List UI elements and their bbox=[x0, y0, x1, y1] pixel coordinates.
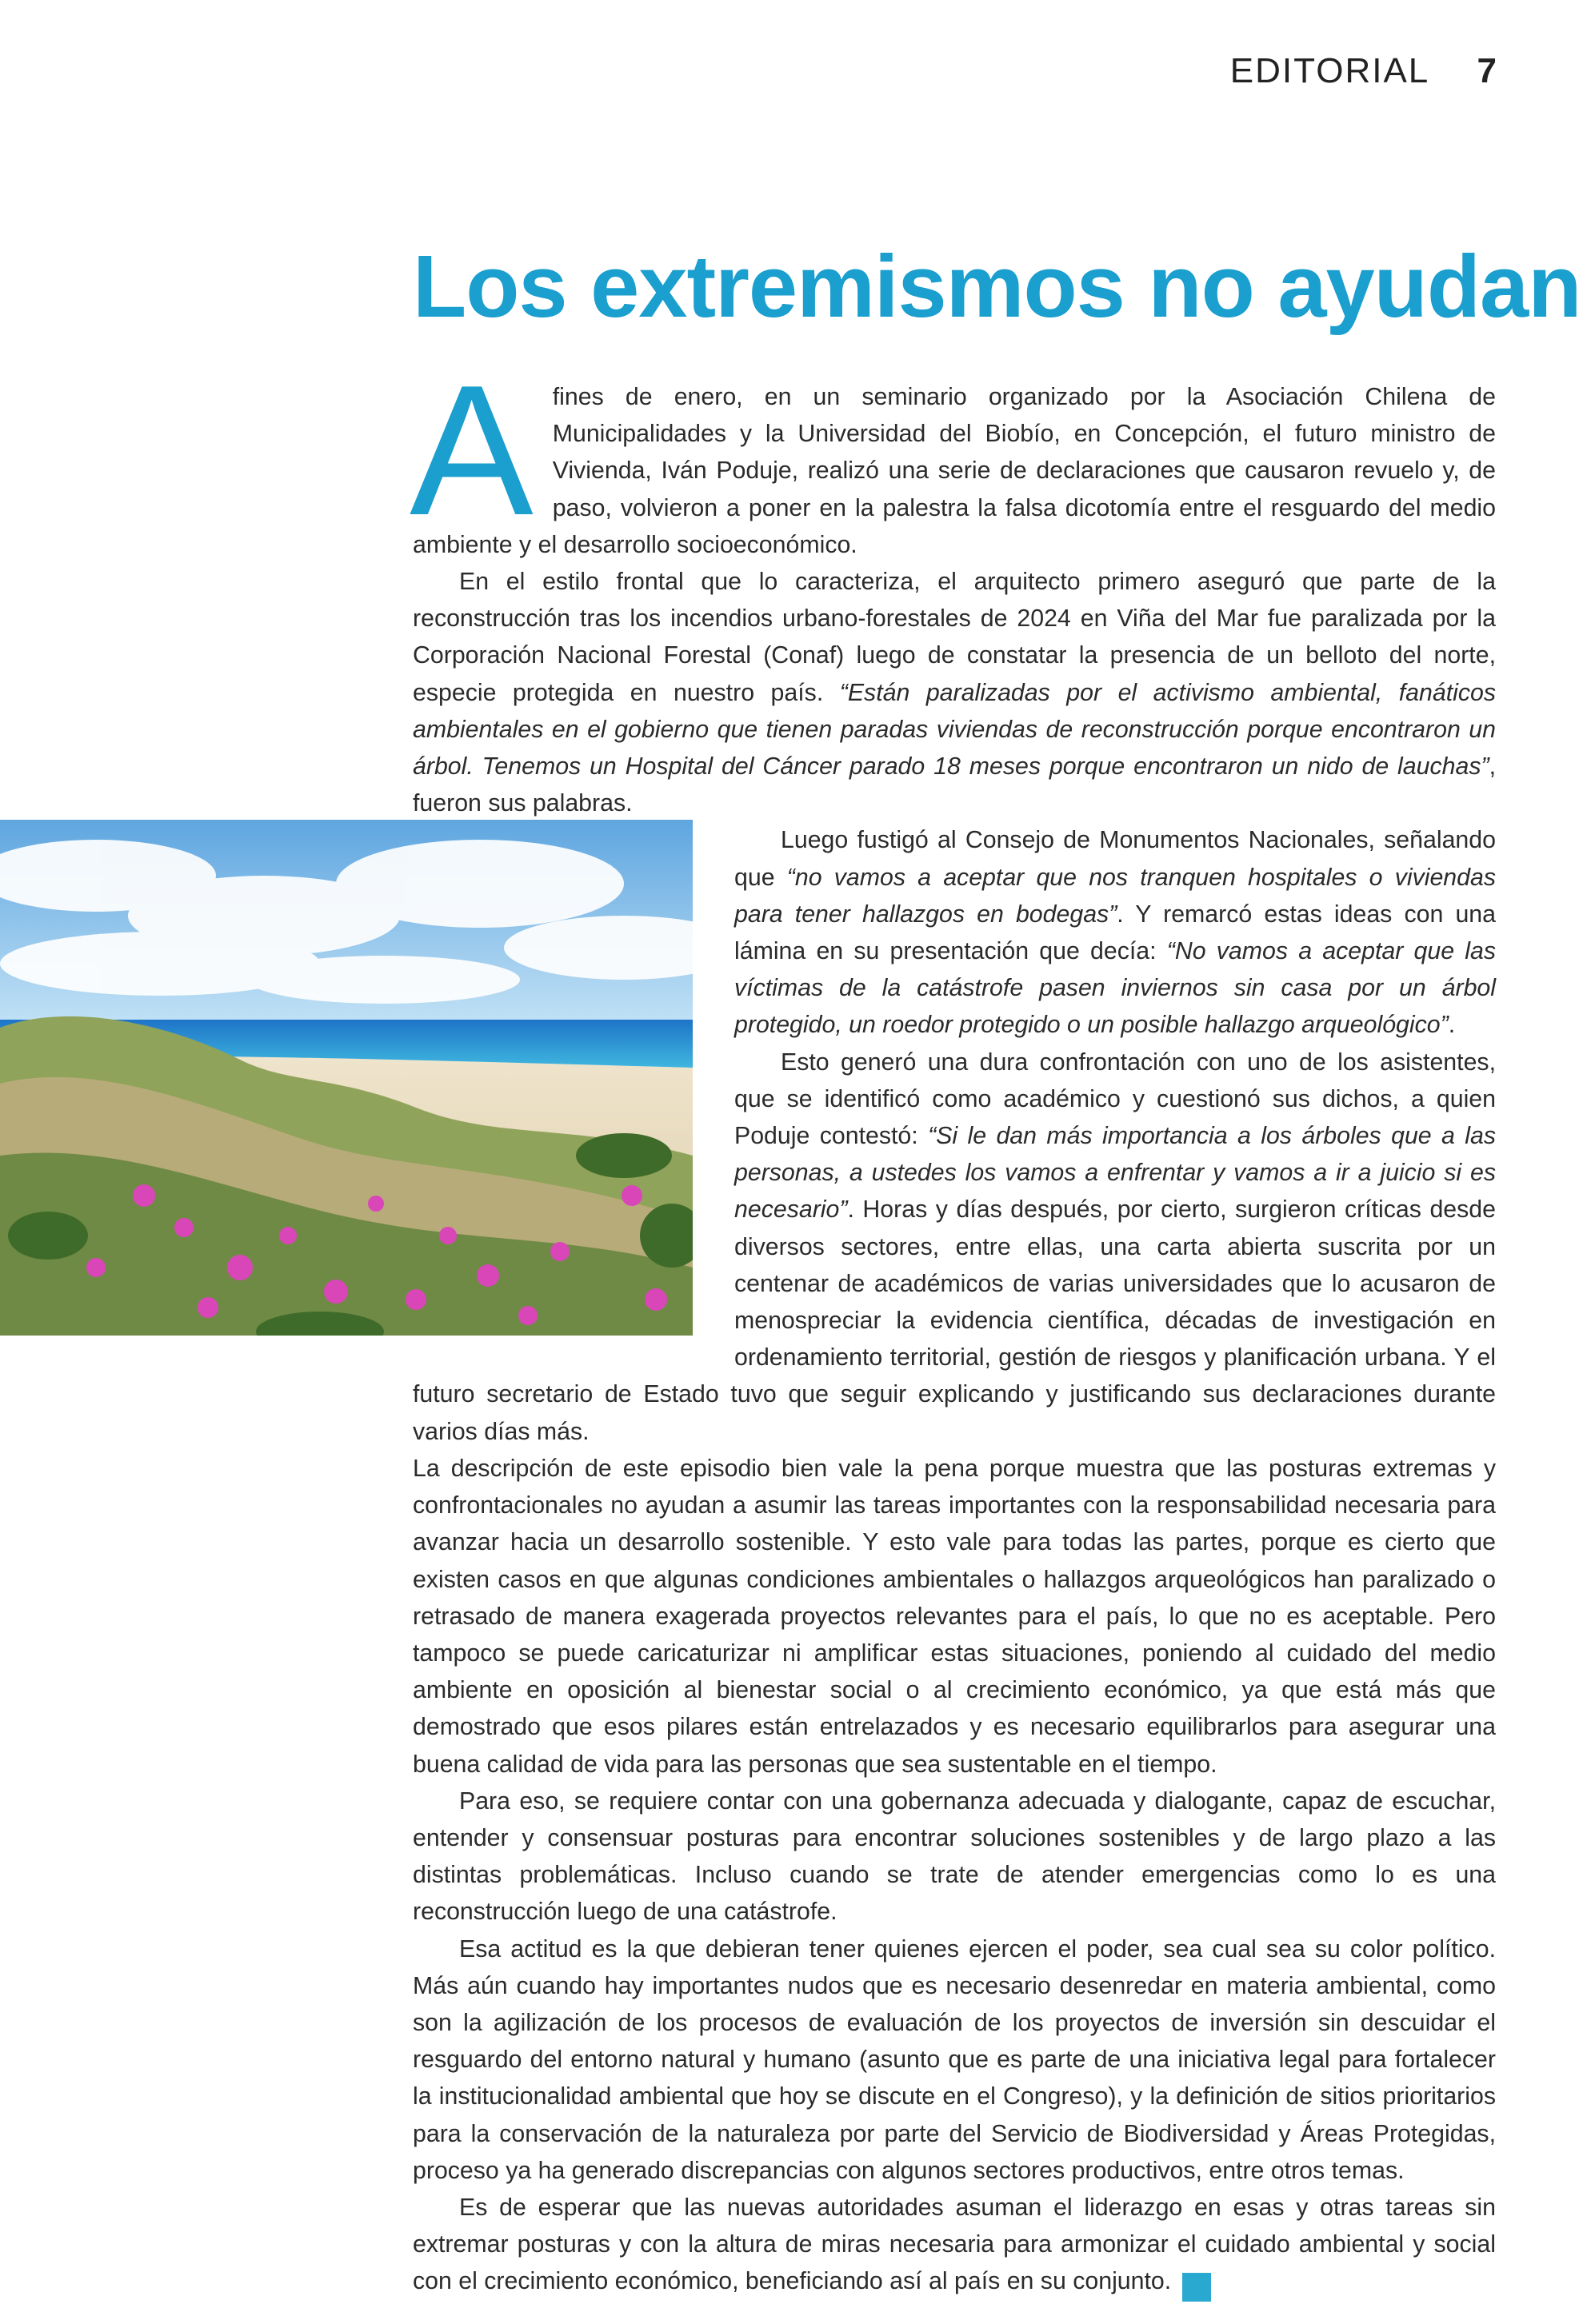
quote: “No vamos a aceptar que las víctimas de la catástrofe pasen inviernos sin casa por un árbol protegido, un roedor protegido o un posible hallazgo arqueológico” bbox=[734, 938, 1497, 1039]
paragraph-5: La descripción de este episodio bien vale la pena porque muestra que las posturas extremas y confrontacionales no ayudan a asumir las tareas importantes con la responsabilidad necesaria para avanzar hacia un desarrollo sostenible. Y esto vale para todas las partes, porque es cierto que existen casos en que algunas condiciones ambientales o hallazgos arqueológicos han paralizado o retrasado de manera exagerada proyectos relevantes para el país, lo que no es aceptable. Pero tampoco se puede caricaturizar ni amplificar estas situaciones, poniendo al cuidado del medio ambiente en oposición al bienestar social o al crecimiento económico, ya que está más que demostrado que esos pilares están entrelazados y es necesario equilibrarlos para asegurar una buena calidad de vida para las personas que sea sustentable en el tiempo. bbox=[413, 1455, 1496, 1778]
paragraph-1: Afines de enero, en un seminario organizado por la Asociación Chilena de Municipalidades y la Universidad del Biobío, en Concepción, el futuro ministro de Vivienda, Iván Poduje, realizó una serie de declaraciones que causaron revuelo y, de paso, volvieron a poner en la palestra la falsa dicotomía entre el resguardo del medio ambiente y el desarrollo socioeconómico. bbox=[410, 347, 1496, 558]
page-header bbox=[1230, 51, 1497, 91]
section-label: EDITORIAL bbox=[1229, 51, 1430, 90]
paragraph-7: Esa actitud es la que debieran tener quienes ejercen el poder, sea cual sea su color político. Más aún cuando hay importantes nudos que es necesario desenredar en materia ambiental, como son la agilización de los procesos de evaluación de los proyectos de inversión sin descuidar el resguardo del entorno natural y humano (asunto que es parte de una iniciativa legal para fortalecer la institucionalidad ambiental que hoy se discute en el Congreso), y la definición de sitios prioritarios para la conservación de la naturaleza por parte del Servicio de Biodiversidad y Áreas Protegidas, proceso ya ha generado discrepancias con algunos sectores productivos, entre otros temas. bbox=[413, 1935, 1496, 2184]
paragraph-3: Luego fustigó al Consejo de Monumentos Nacionales, señalando que “no vamos a aceptar que nos tranquen hospitales o viviendas para tener hallazgos en bodegas”. Y remarcó estas ideas con una lámina en su presentación que decía: “No vamos a aceptar que las víctimas de la catástrofe pasen inviernos sin casa por un árbol protegido, un roedor protegido o un posible hallazgo arqueológico”. bbox=[734, 827, 1497, 1039]
article-title: Los extremismos no ayudan bbox=[413, 238, 1581, 336]
photo-wrap-spacer bbox=[413, 822, 734, 1342]
article-body bbox=[410, 347, 1497, 2302]
drop-cap: A bbox=[410, 347, 534, 554]
quote: “Si le dan más importancia a los árboles que a las personas, a ustedes los vamos a enfrentar y vamos a ir a juicio si es necesario” bbox=[734, 1123, 1496, 1224]
end-mark-logo-icon: IA bbox=[1182, 2273, 1211, 2302]
paragraph-2: En el estilo frontal que lo caracteriza, el arquitecto primero aseguró que parte de la reconstrucción tras los incendios urbano-forestales de 2024 en Viña del Mar fue paralizada por la Corporación Nacional Forestal (Conaf) luego de constatar la presencia de un belloto del norte, especie protegida en nuestro país. “Están paralizadas por el activismo ambiental, fanáticos ambientales en el gobierno que tienen paradas viviendas de reconstrucción porque encontraron un árbol. Tenemos un Hospital del Cáncer parado 18 meses porque encontraron un nido de lauchas”, fueron sus palabras. bbox=[413, 569, 1496, 817]
paragraph-8: Es de esperar que las nuevas autoridades asuman el liderazgo en esas y otras tareas sin extremar posturas y con la altura de miras necesaria para armonizar el cuidado ambiental y social con el crecimiento económico, beneficiando así al país en su conjunto. IA bbox=[413, 2190, 1496, 2302]
paragraph-4: Esto generó una dura confrontación con uno de los asistentes, que se identificó como académico y cuestionó sus dichos, a quien Poduje contestó: “Si le dan más importancia a los árboles que a las personas, a ustedes los vamos a enfrentar y vamos a ir a juicio si es necesario”. Horas y días después, por cierto, surgieron críticas desde diversos sectores, entre ellas, una carta abierta suscrita por un centenar de académicos de varias universidades que lo acusaron de menospreciar la evidencia científica, décadas de investigación en ordenamiento territorial, gestión de riesgos y planificación urbana. Y el futuro secretario de Estado tuvo que seguir explicando y justificando sus declaraciones durante varios días más. bbox=[413, 1048, 1496, 1445]
paragraph-6: Para eso, se requiere contar con una gobernanza adecuada y dialogante, capaz de escuchar, entender y consensuar posturas para encontrar soluciones sostenibles y de largo plazo a las distintas problemáticas. Incluso cuando se trate de atender emergencias como lo es una reconstrucción luego de una catástrofe. bbox=[413, 1787, 1496, 1926]
quote: “no vamos a aceptar que nos tranquen hospitales o viviendas para tener hallazgos en bodegas” bbox=[734, 864, 1497, 928]
quote: “Están paralizadas por el activismo ambiental, fanáticos ambientales en el gobierno que tienen paradas viviendas de reconstrucción porque encontraron un árbol. Tenemos un Hospital del Cáncer parado 18 meses porque encontraron un nido de lauchas” bbox=[413, 679, 1496, 781]
page-number: 7 bbox=[1477, 51, 1497, 90]
